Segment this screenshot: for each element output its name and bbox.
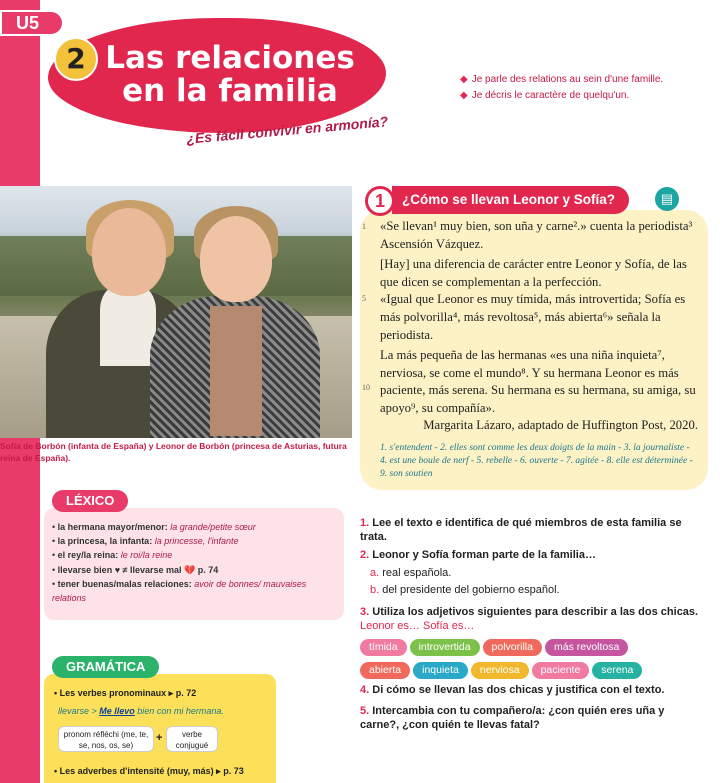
grammar-box-verb: verbe conjugué [166, 726, 218, 752]
chapter-number: 2 [54, 37, 98, 81]
gramatica-tag: GRAMÁTICA [52, 656, 159, 678]
gramatica-line1: • Les verbes pronominaux ▸ p. 72 [54, 688, 197, 698]
line-number: 5 [362, 294, 366, 303]
adjective-chip: nerviosa [471, 662, 529, 679]
photo-princesses [0, 186, 352, 438]
adjective-chip: más revoltosa [545, 639, 628, 656]
objective-item: ◆ Je parle des relations au sein d'une famille. [460, 74, 664, 85]
adjective-chip: tímida [360, 639, 407, 656]
reading-glossary: 1. s'entendent - 2. elles sont comme les deux doigts de la main - 3. la journaliste - 4. est une boule de nerf - 5. rebelle - 6. ouverte - 7. agitée - 8. elle est déterminée - 9. son soutien [380, 443, 693, 479]
adjective-chip: paciente [532, 662, 590, 679]
document-icon[interactable]: ▤ [655, 187, 679, 211]
unit-label: U5 [0, 10, 64, 36]
adjective-chip: serena [592, 662, 642, 679]
chapter-subtitle: ¿Es fácil convivir en armonía? [185, 113, 389, 147]
lexico-tag: LÉXICO [52, 490, 128, 512]
paragraph: [Hay] una diferencia de carácter entre Leonor y Sofía, de las que dicen se complementan a la perfección. [380, 257, 687, 289]
grammar-box-pronoun: pronom réfléchi (me, te, se, nos, os, se) [58, 726, 154, 752]
reading-source: Margarita Lázaro, adaptado de Huffington Post, 2020. [423, 418, 698, 432]
adjective-chip: polvorilla [483, 639, 542, 656]
gramatica-line2: • Les adverbes d'intensité (muy, más) ▸ p. 73 [54, 766, 244, 776]
section-title: ¿Cómo se llevan Leonor y Sofía? [392, 186, 629, 214]
paragraph: La más pequeña de las hermanas «es una niña inquieta⁷, nerviosa, se come el mundo⁸. Y su hermana Leonor es más paciente, más serena. Su hermana es su hermana, su amiga, su apoyo⁹, su compañía». [380, 348, 696, 415]
adjective-chip: abierta [360, 662, 410, 679]
adjective-chips [360, 637, 705, 683]
exercise-2-option-a: a. real española. [370, 567, 452, 579]
exercise-2-option-b: b. del presidente del gobierno español. [370, 584, 560, 596]
diamond-bullet-icon: ◆ [460, 74, 468, 85]
gramatica-example: llevarse > Me llevo bien con mi hermana. [58, 706, 224, 716]
section-number: 1 [365, 186, 395, 216]
chapter-title [100, 42, 360, 108]
adjective-chip: inquieta [413, 662, 468, 679]
line-number: 10 [362, 383, 370, 392]
lexico-item: • la princesa, la infanta: la princesse, l'infante [52, 536, 239, 547]
exercise-1: 1. Lee el texto e identifica de qué miembros de esta familia se trata. [360, 517, 682, 543]
exercise-4: 4. Di cómo se llevan las dos chicas y justifica con el texto. [360, 684, 665, 696]
paragraph: «Se llevan¹ muy bien, son uña y carne².» cuenta la periodista³ Ascensión Vázquez. [380, 219, 693, 251]
exercise-2: 2. Leonor y Sofía forman parte de la familia… [360, 549, 596, 561]
objectives-list [460, 72, 663, 104]
lexico-item: • llevarse bien ♥ ≠ llevarse mal 💔 p. 74 [52, 564, 219, 575]
paragraph: «Igual que Leonor es muy tímida, más introvertida; Sofía es más polvorilla⁴, más revoltosa⁵, más abierta⁶» señala la periodista. [380, 292, 686, 342]
diamond-bullet-icon: ◆ [460, 90, 468, 101]
chapter-title-line2: en la familia [122, 73, 338, 109]
lexico-list [52, 520, 342, 605]
photo-caption: Sofía de Borbón (infanta de España) y Leonor de Borbón (princesa de Asturias, futura reina de España). [0, 441, 347, 463]
plus-sign: + [156, 732, 163, 744]
objective-item: ◆ Je décris le caractère de quelqu'un. [460, 90, 630, 101]
exercise-3: 3. Utiliza los adjetivos siguientes para describir a las dos chicas. Leonor es… Sofía es… [360, 606, 699, 632]
exercise-5: 5. Intercambia con tu compañero/a: ¿con quién eres uña y carne?, ¿con quién te llevas fatal? [360, 705, 665, 731]
lexico-item: • la hermana mayor/menor: la grande/petite sœur [52, 522, 256, 532]
chapter-title-line1: Las relaciones [105, 40, 355, 76]
adjective-chip: introvertida [410, 639, 480, 656]
reading-text [380, 218, 698, 418]
lexico-item: • tener buenas/malas relaciones: avoir de bonnes/ mauvaises relations [52, 578, 307, 604]
lexico-item: • el rey/la reina: le roi/la reine [52, 550, 173, 561]
line-number: 1 [362, 222, 366, 231]
